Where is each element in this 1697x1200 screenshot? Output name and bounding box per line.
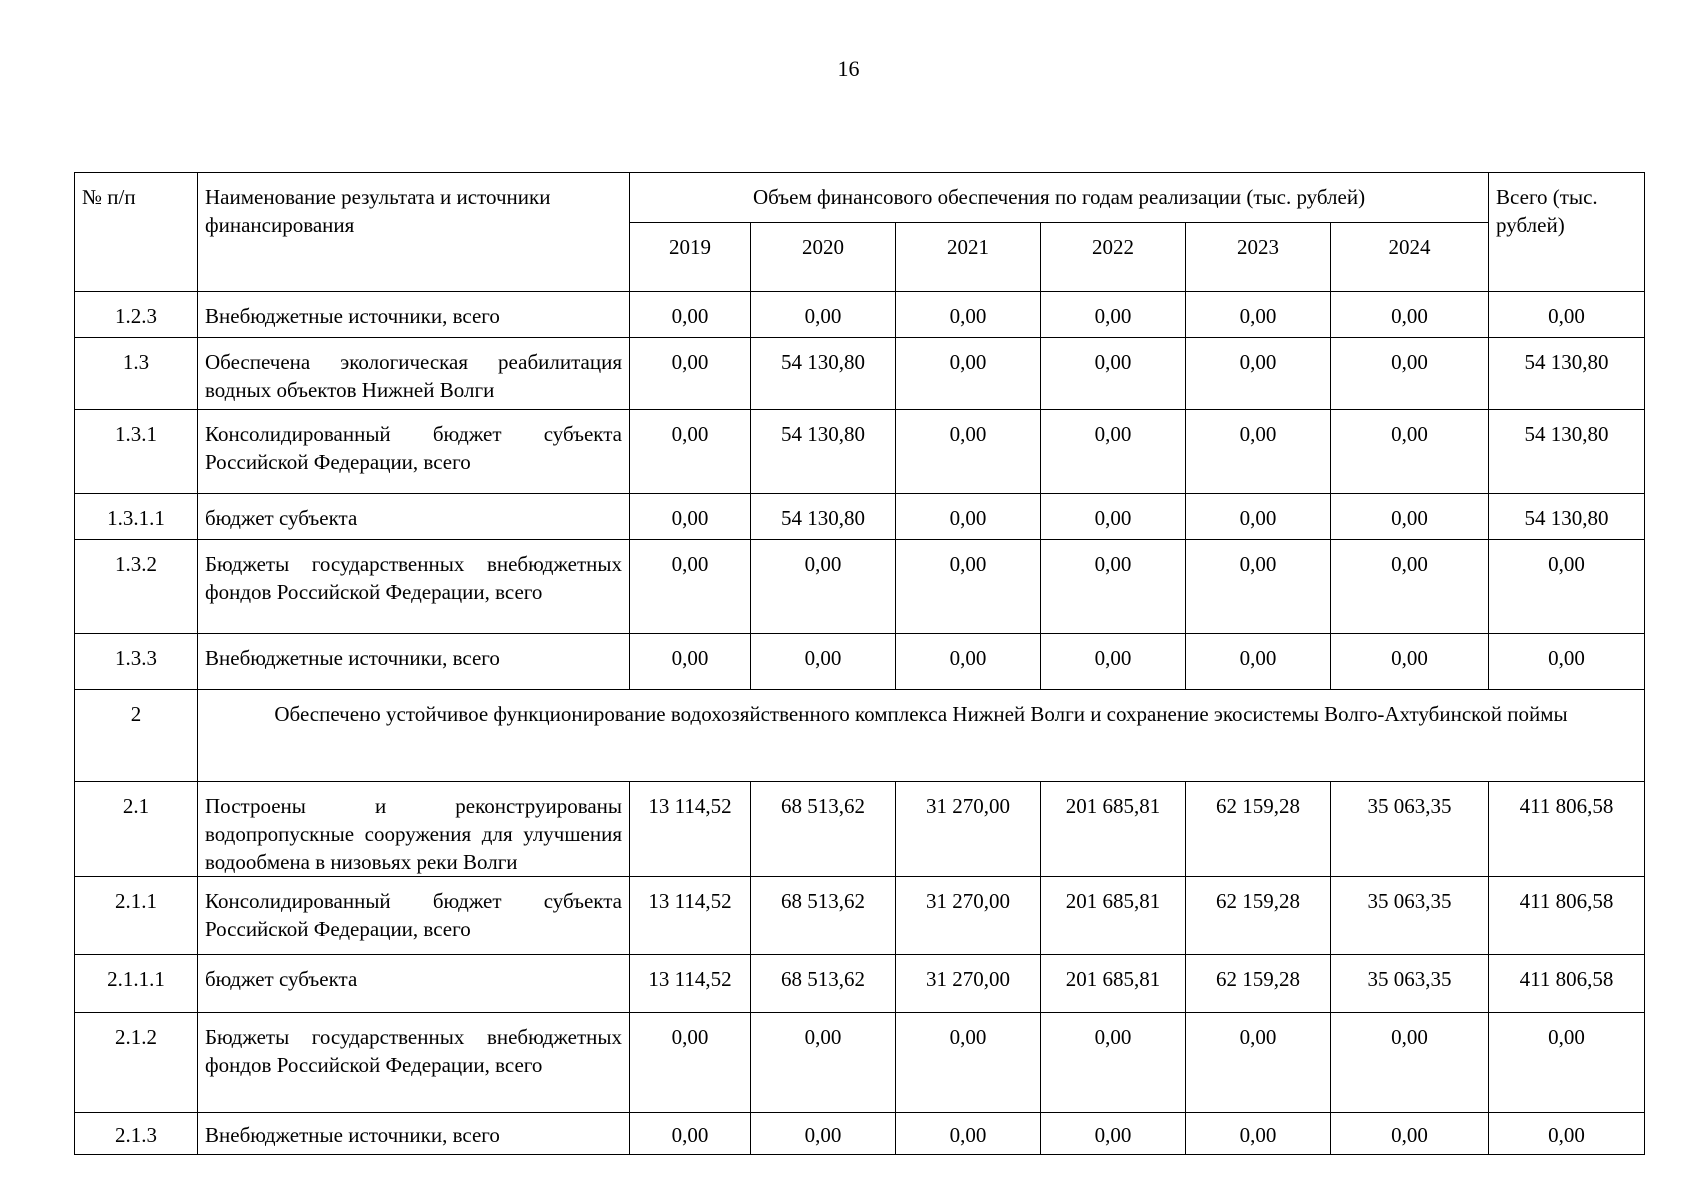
table-row bbox=[75, 877, 1645, 955]
row-year-value: 0,00 bbox=[751, 1013, 896, 1113]
row-year-value: 0,00 bbox=[896, 1013, 1041, 1113]
row-year-value: 0,00 bbox=[630, 1013, 751, 1113]
row-year-value: 0,00 bbox=[896, 634, 1041, 690]
row-year-value: 0,00 bbox=[1041, 1013, 1186, 1113]
row-year-value: 0,00 bbox=[1041, 540, 1186, 634]
row-year-value: 54 130,80 bbox=[751, 338, 896, 410]
row-year-value: 0,00 bbox=[630, 1113, 751, 1155]
header-year: 2022 bbox=[1041, 223, 1186, 292]
section-number: 2 bbox=[75, 690, 198, 782]
row-year-value: 0,00 bbox=[1331, 634, 1489, 690]
row-total-value: 0,00 bbox=[1489, 1113, 1645, 1155]
row-year-value: 0,00 bbox=[630, 494, 751, 540]
header-year: 2020 bbox=[751, 223, 896, 292]
row-total-value: 54 130,80 bbox=[1489, 494, 1645, 540]
row-year-value: 31 270,00 bbox=[896, 877, 1041, 955]
row-year-value: 35 063,35 bbox=[1331, 877, 1489, 955]
row-number: 1.3.2 bbox=[75, 540, 198, 634]
row-total-value: 0,00 bbox=[1489, 634, 1645, 690]
row-name: Внебюджетные источники, всего bbox=[198, 1113, 630, 1155]
section-row bbox=[75, 690, 1645, 782]
row-year-value: 0,00 bbox=[1331, 1013, 1489, 1113]
row-year-value: 0,00 bbox=[1186, 494, 1331, 540]
row-total-value: 0,00 bbox=[1489, 540, 1645, 634]
row-total-value: 54 130,80 bbox=[1489, 338, 1645, 410]
table-row bbox=[75, 634, 1645, 690]
row-year-value: 0,00 bbox=[1186, 410, 1331, 494]
row-year-value: 31 270,00 bbox=[896, 955, 1041, 1013]
row-year-value: 68 513,62 bbox=[751, 782, 896, 877]
row-year-value: 0,00 bbox=[751, 1113, 896, 1155]
row-name: Внебюджетные источники, всего bbox=[198, 292, 630, 338]
row-year-value: 54 130,80 bbox=[751, 410, 896, 494]
row-year-value: 0,00 bbox=[896, 292, 1041, 338]
header-year: 2019 bbox=[630, 223, 751, 292]
row-year-value: 201 685,81 bbox=[1041, 877, 1186, 955]
header-year: 2023 bbox=[1186, 223, 1331, 292]
row-number: 2.1.2 bbox=[75, 1013, 198, 1113]
row-total-value: 411 806,58 bbox=[1489, 955, 1645, 1013]
row-year-value: 0,00 bbox=[630, 540, 751, 634]
page-number: 16 bbox=[837, 56, 860, 81]
row-name: Бюджеты государственных внебюджетных фондов Российской Федерации, всего bbox=[198, 540, 630, 634]
row-year-value: 0,00 bbox=[1331, 540, 1489, 634]
row-year-value: 0,00 bbox=[1186, 338, 1331, 410]
row-year-value: 13 114,52 bbox=[630, 782, 751, 877]
row-year-value: 13 114,52 bbox=[630, 955, 751, 1013]
row-year-value: 0,00 bbox=[896, 410, 1041, 494]
row-year-value: 0,00 bbox=[1186, 540, 1331, 634]
header-year: 2021 bbox=[896, 223, 1041, 292]
row-name: Бюджеты государственных внебюджетных фондов Российской Федерации, всего bbox=[198, 1013, 630, 1113]
row-total-value: 411 806,58 bbox=[1489, 782, 1645, 877]
row-name: Внебюджетные источники, всего bbox=[198, 634, 630, 690]
row-number: 1.3.3 bbox=[75, 634, 198, 690]
row-year-value: 0,00 bbox=[1186, 1013, 1331, 1113]
row-number: 2.1 bbox=[75, 782, 198, 877]
row-name: бюджет субъекта bbox=[198, 955, 630, 1013]
row-number: 1.3.1.1 bbox=[75, 494, 198, 540]
row-year-value: 0,00 bbox=[751, 292, 896, 338]
row-year-value: 31 270,00 bbox=[896, 782, 1041, 877]
row-year-value: 0,00 bbox=[630, 292, 751, 338]
table-row bbox=[75, 955, 1645, 1013]
table-row bbox=[75, 1013, 1645, 1113]
row-year-value: 0,00 bbox=[1041, 410, 1186, 494]
row-year-value: 0,00 bbox=[1186, 634, 1331, 690]
header-volume: Объем финансового обеспечения по годам реализации (тыс. рублей) bbox=[630, 173, 1489, 223]
row-year-value: 0,00 bbox=[896, 494, 1041, 540]
header-year: 2024 bbox=[1331, 223, 1489, 292]
row-year-value: 0,00 bbox=[1331, 292, 1489, 338]
header-total: Всего (тыс. рублей) bbox=[1489, 173, 1645, 292]
table-row bbox=[75, 410, 1645, 494]
row-year-value: 201 685,81 bbox=[1041, 955, 1186, 1013]
row-year-value: 0,00 bbox=[1041, 292, 1186, 338]
row-year-value: 0,00 bbox=[630, 410, 751, 494]
row-year-value: 0,00 bbox=[1331, 338, 1489, 410]
row-year-value: 0,00 bbox=[751, 540, 896, 634]
row-year-value: 0,00 bbox=[1186, 292, 1331, 338]
table-row bbox=[75, 292, 1645, 338]
row-year-value: 0,00 bbox=[1186, 1113, 1331, 1155]
row-number: 2.1.1 bbox=[75, 877, 198, 955]
row-total-value: 54 130,80 bbox=[1489, 410, 1645, 494]
row-name: Обеспечена экологическая реабилитация водных объектов Нижней Волги bbox=[198, 338, 630, 410]
row-year-value: 0,00 bbox=[896, 540, 1041, 634]
row-year-value: 0,00 bbox=[1041, 494, 1186, 540]
row-total-value: 0,00 bbox=[1489, 1013, 1645, 1113]
row-year-value: 0,00 bbox=[630, 634, 751, 690]
row-year-value: 13 114,52 bbox=[630, 877, 751, 955]
row-year-value: 0,00 bbox=[896, 1113, 1041, 1155]
row-name: Консолидированный бюджет субъекта Российской Федерации, всего bbox=[198, 410, 630, 494]
row-year-value: 0,00 bbox=[1041, 634, 1186, 690]
row-year-value: 0,00 bbox=[1041, 1113, 1186, 1155]
table-row bbox=[75, 1113, 1645, 1155]
row-year-value: 62 159,28 bbox=[1186, 782, 1331, 877]
row-year-value: 62 159,28 bbox=[1186, 955, 1331, 1013]
row-number: 2.1.3 bbox=[75, 1113, 198, 1155]
financing-table bbox=[74, 172, 1645, 1155]
row-number: 1.3.1 bbox=[75, 410, 198, 494]
row-year-value: 35 063,35 bbox=[1331, 782, 1489, 877]
row-year-value: 201 685,81 bbox=[1041, 782, 1186, 877]
row-year-value: 0,00 bbox=[1331, 1113, 1489, 1155]
row-year-value: 0,00 bbox=[1331, 410, 1489, 494]
row-total-value: 411 806,58 bbox=[1489, 877, 1645, 955]
row-year-value: 0,00 bbox=[630, 338, 751, 410]
table-row bbox=[75, 338, 1645, 410]
table-row bbox=[75, 494, 1645, 540]
row-number: 1.2.3 bbox=[75, 292, 198, 338]
row-name: бюджет субъекта bbox=[198, 494, 630, 540]
row-year-value: 0,00 bbox=[1041, 338, 1186, 410]
row-year-value: 0,00 bbox=[751, 634, 896, 690]
row-year-value: 54 130,80 bbox=[751, 494, 896, 540]
row-year-value: 62 159,28 bbox=[1186, 877, 1331, 955]
header-number: № п/п bbox=[75, 173, 198, 292]
section-title: Обеспечено устойчивое функционирование водохозяйственного комплекса Нижней Волги и сохранение экосистемы Волго-Ахтубинской поймы bbox=[198, 690, 1645, 782]
row-year-value: 68 513,62 bbox=[751, 955, 896, 1013]
row-year-value: 0,00 bbox=[1331, 494, 1489, 540]
table-row bbox=[75, 782, 1645, 877]
row-name: Построены и реконструированы водопропускные сооружения для улучшения водообмена в низовьях реки Волги bbox=[198, 782, 630, 877]
row-year-value: 0,00 bbox=[896, 338, 1041, 410]
header-name: Наименование результата и источники финансирования bbox=[198, 173, 630, 292]
row-year-value: 68 513,62 bbox=[751, 877, 896, 955]
row-name: Консолидированный бюджет субъекта Российской Федерации, всего bbox=[198, 877, 630, 955]
row-number: 2.1.1.1 bbox=[75, 955, 198, 1013]
table-row bbox=[75, 540, 1645, 634]
row-total-value: 0,00 bbox=[1489, 292, 1645, 338]
row-number: 1.3 bbox=[75, 338, 198, 410]
row-year-value: 35 063,35 bbox=[1331, 955, 1489, 1013]
